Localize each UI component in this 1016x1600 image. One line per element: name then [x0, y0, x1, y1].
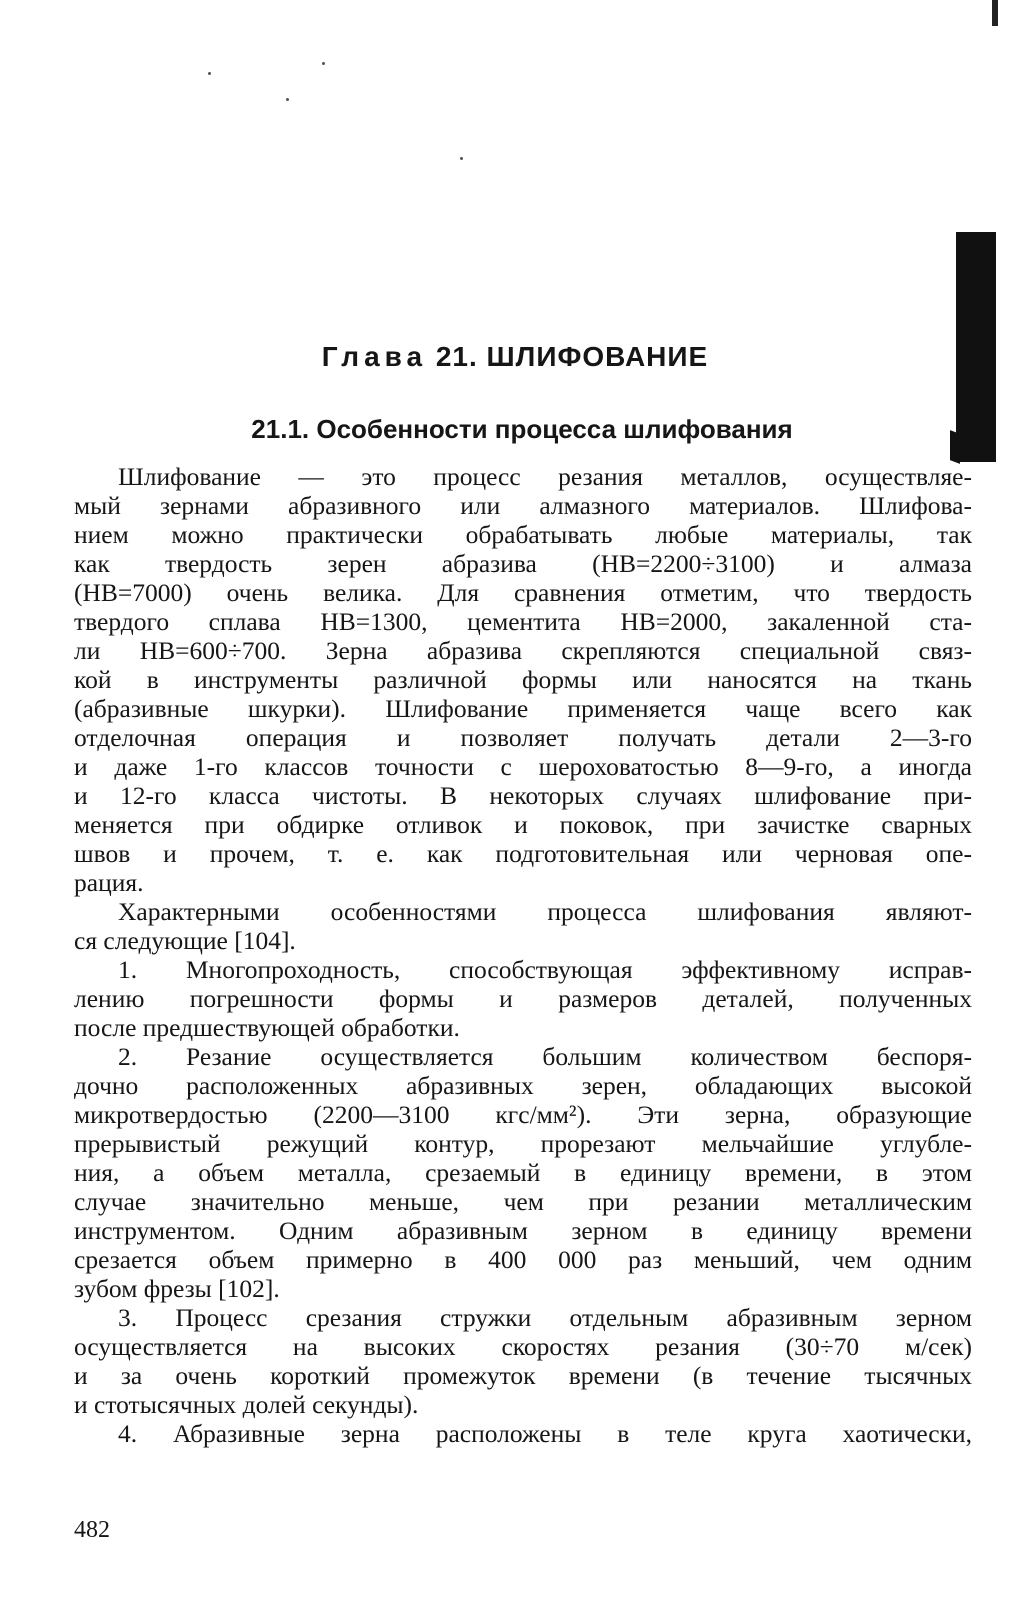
list-item-text: 3. Процесс срезания стружки отдельным абразивным зерном	[118, 1303, 972, 1332]
text-line: ли НВ=600÷700. Зерна абразива скрепляются специальной связ-	[74, 636, 972, 665]
list-item-text: и за очень короткий промежуток времени (в течение тысячных	[74, 1361, 972, 1390]
text-line: рация.	[74, 868, 144, 897]
text-line: и 12-го класса чистоты. В некоторых случаях шлифование при-	[74, 781, 972, 810]
list-item-text: инструментом. Одним абразивным зерном в единицу времени	[74, 1216, 972, 1245]
text-line: кой в инструменты различной формы или наносятся на ткань	[74, 665, 972, 694]
chapter-title-rest: 21. ШЛИФОВАНИЕ	[435, 341, 709, 372]
list-item-text: ния, а объем металла, срезаемый в единицу времени, в этом	[74, 1158, 972, 1187]
text-line: отделочная операция и позволяет получать детали 2—3-го	[74, 723, 972, 752]
list-item-text: случае значительно меньше, чем при резании металлическим	[74, 1187, 972, 1216]
chapter-title	[0, 341, 1016, 373]
scan-speck	[208, 72, 211, 75]
chapter-title-prefix: Глава	[321, 341, 428, 372]
text-line: как твердость зерен абразива (НВ=2200÷3100) и алмаза	[74, 549, 972, 578]
list-item-text: дочно расположенных абразивных зерен, обладающих высокой	[74, 1071, 972, 1100]
text-line: Характерными особенностями процесса шлифования являют-	[118, 897, 972, 926]
list-item-text: 1. Многопроходность, способствующая эффективному исправ-	[118, 955, 972, 984]
text-line: (абразивные шкурки). Шлифование применяется чаще всего как	[74, 694, 972, 723]
text-line: ся следующие [104].	[74, 926, 296, 955]
list-item-text: осуществляется на высоких скоростях резания (30÷70 м/сек)	[74, 1332, 972, 1361]
body-text	[74, 462, 972, 1448]
text-line: (НВ=7000) очень велика. Для сравнения отметим, что твердость	[74, 578, 972, 607]
section-title: 21.1. Особенности процесса шлифования	[251, 414, 793, 444]
list-item-text: 2. Резание осуществляется большим количеством беспоря-	[118, 1042, 972, 1071]
list-item-text: микротвердостью (2200—3100 кгс/мм²). Эти зерна, образующие	[74, 1100, 972, 1129]
list-item-text: 4. Абразивные зерна расположены в теле круга хаотически,	[118, 1419, 972, 1448]
scan-speck	[460, 157, 463, 160]
text-line: Шлифование — это процесс резания металлов, осуществляе-	[118, 462, 972, 491]
list-item-text: после предшествующей обработки.	[74, 1013, 460, 1042]
text-line: и даже 1-го классов точности с шероховатостью 8—9-го, а иногда	[74, 752, 972, 781]
text-line: швов и прочем, т. е. как подготовительная или черновая опе-	[74, 839, 972, 868]
page-number: 482	[74, 1517, 110, 1543]
list-item-text: срезается объем примерно в 400 000 раз меньший, чем одним	[74, 1245, 972, 1274]
text-line: меняется при обдирке отливок и поковок, при зачистке сварных	[74, 810, 972, 839]
text-line: нием можно практически обрабатывать любые материалы, так	[74, 520, 972, 549]
text-line: мый зернами абразивного или алмазного материалов. Шлифова-	[74, 491, 972, 520]
list-item-text: и стотысячных долей секунды).	[74, 1390, 419, 1419]
list-item-text: лению погрешности формы и размеров деталей, полученных	[74, 984, 972, 1013]
list-item-text: зубом фрезы [102].	[74, 1274, 280, 1303]
list-item-text: прерывистый режущий контур, прорезают мельчайшие углубле-	[74, 1129, 972, 1158]
text-line: твердого сплава НВ=1300, цементита НВ=2000, закаленной ста-	[74, 607, 972, 636]
scan-speck	[322, 62, 325, 65]
scan-speck	[286, 98, 289, 101]
scan-edge-mark	[992, 0, 998, 26]
